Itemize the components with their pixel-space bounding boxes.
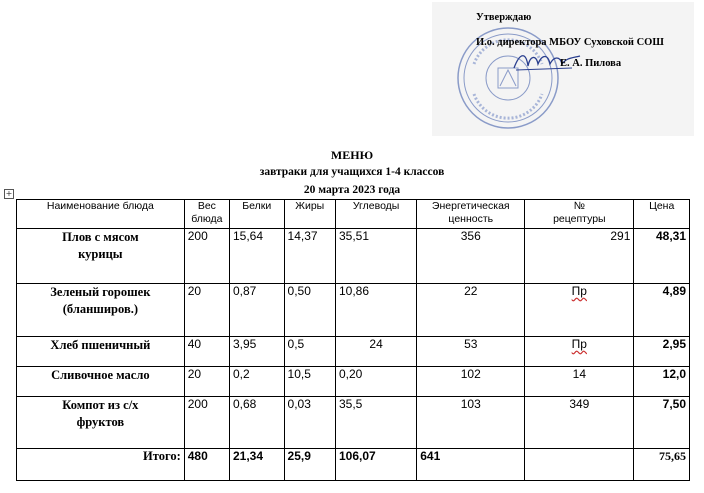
dish-price: 48,31 (634, 229, 690, 284)
menu-subtitle: завтраки для учащихся 1-4 классов (259, 166, 445, 178)
dish-recipe (525, 337, 634, 367)
dish-fats: 0,50 (284, 284, 335, 337)
dish-name-line2: курицы (78, 247, 123, 261)
dish-weight: 200 (184, 229, 229, 284)
dish-name (17, 229, 185, 284)
dish-name: Сливочное масло (17, 367, 185, 397)
dish-fats: 0,5 (284, 337, 335, 367)
total-recipe (525, 449, 634, 481)
dish-recipe: 14 (525, 367, 634, 397)
header-proteins: Белки (230, 200, 285, 229)
table-move-handle-icon[interactable]: + (5, 189, 13, 198)
total-carbs: 106,07 (335, 449, 416, 481)
table-header-row (17, 200, 690, 229)
dish-name-line2: фруктов (76, 415, 125, 429)
header-weight-line2: блюда (191, 213, 223, 225)
dish-name: Хлеб пшеничный (17, 337, 185, 367)
dish-weight: 20 (184, 367, 229, 397)
dish-energy: 53 (417, 337, 525, 367)
dish-proteins: 0,87 (230, 284, 285, 337)
dish-name-line1: Зеленый горошек (50, 285, 151, 299)
header-recipe-line1: № (573, 200, 585, 212)
dish-carbs: 0,20 (335, 367, 416, 397)
table-row (17, 284, 690, 337)
dish-energy: 103 (417, 397, 525, 449)
approval-position: И.о. директора МБОУ Суховской СОШ (476, 37, 664, 48)
total-energy: 641 (417, 449, 525, 481)
header-weight (184, 200, 229, 229)
table-row (17, 397, 690, 449)
dish-weight: 40 (184, 337, 229, 367)
dish-price: 7,50 (634, 397, 690, 449)
dish-proteins: 0,68 (230, 397, 285, 449)
menu-table (16, 199, 690, 481)
dish-name (17, 397, 185, 449)
total-weight: 480 (184, 449, 229, 481)
total-proteins: 21,34 (230, 449, 285, 481)
dish-proteins: 15,64 (230, 229, 285, 284)
header-carbs: Углеводы (335, 200, 416, 229)
header-fats: Жиры (284, 200, 335, 229)
dish-name-line1: Плов с мясом (62, 230, 139, 244)
dish-carbs: 35,51 (335, 229, 416, 284)
dish-price: 2,95 (634, 337, 690, 367)
approval-signatory: Е. А. Пилова (560, 58, 622, 69)
approval-label: Утверждаю (476, 12, 532, 23)
dish-proteins: 3,95 (230, 337, 285, 367)
header-price: Цена (634, 200, 690, 229)
dish-fats: 14,37 (284, 229, 335, 284)
dish-recipe-text: Пр (571, 337, 587, 351)
dish-weight: 20 (184, 284, 229, 337)
approval-block (432, 2, 694, 136)
dish-weight: 200 (184, 397, 229, 449)
dish-energy: 356 (417, 229, 525, 284)
header-recipe (525, 200, 634, 229)
total-row (17, 449, 690, 481)
dish-carbs: 24 (335, 337, 416, 367)
dish-recipe: 349 (525, 397, 634, 449)
total-price: 75,65 (634, 449, 690, 481)
dish-energy: 102 (417, 367, 525, 397)
header-energy (417, 200, 525, 229)
dish-proteins: 0,2 (230, 367, 285, 397)
header-energy-line2: ценность (448, 213, 494, 225)
dish-recipe: 291 (525, 229, 634, 284)
dish-recipe-text: Пр (571, 284, 587, 298)
total-fats: 25,9 (284, 449, 335, 481)
dish-name-line1: Компот из с/х (62, 398, 139, 412)
table-row (17, 367, 690, 397)
dish-price: 12,0 (634, 367, 690, 397)
header-recipe-line2: рецептуры (553, 213, 606, 225)
menu-title: МЕНЮ (330, 148, 374, 162)
dish-fats: 10,5 (284, 367, 335, 397)
table-row (17, 337, 690, 367)
header-energy-line1: Энергетическая (431, 200, 510, 212)
dish-energy: 22 (417, 284, 525, 337)
dish-carbs: 10,86 (335, 284, 416, 337)
dish-fats: 0,03 (284, 397, 335, 449)
dish-carbs: 35,5 (335, 397, 416, 449)
dish-name-line2: (бланширов.) (62, 302, 138, 316)
table-row (17, 229, 690, 284)
dish-price: 4,89 (634, 284, 690, 337)
total-label: Итого: (17, 449, 185, 481)
dish-name (17, 284, 185, 337)
header-weight-line1: Вес (197, 200, 216, 212)
dish-recipe (525, 284, 634, 337)
header-name: Наименование блюда (17, 200, 185, 229)
menu-date: 20 марта 2023 года (303, 184, 401, 196)
